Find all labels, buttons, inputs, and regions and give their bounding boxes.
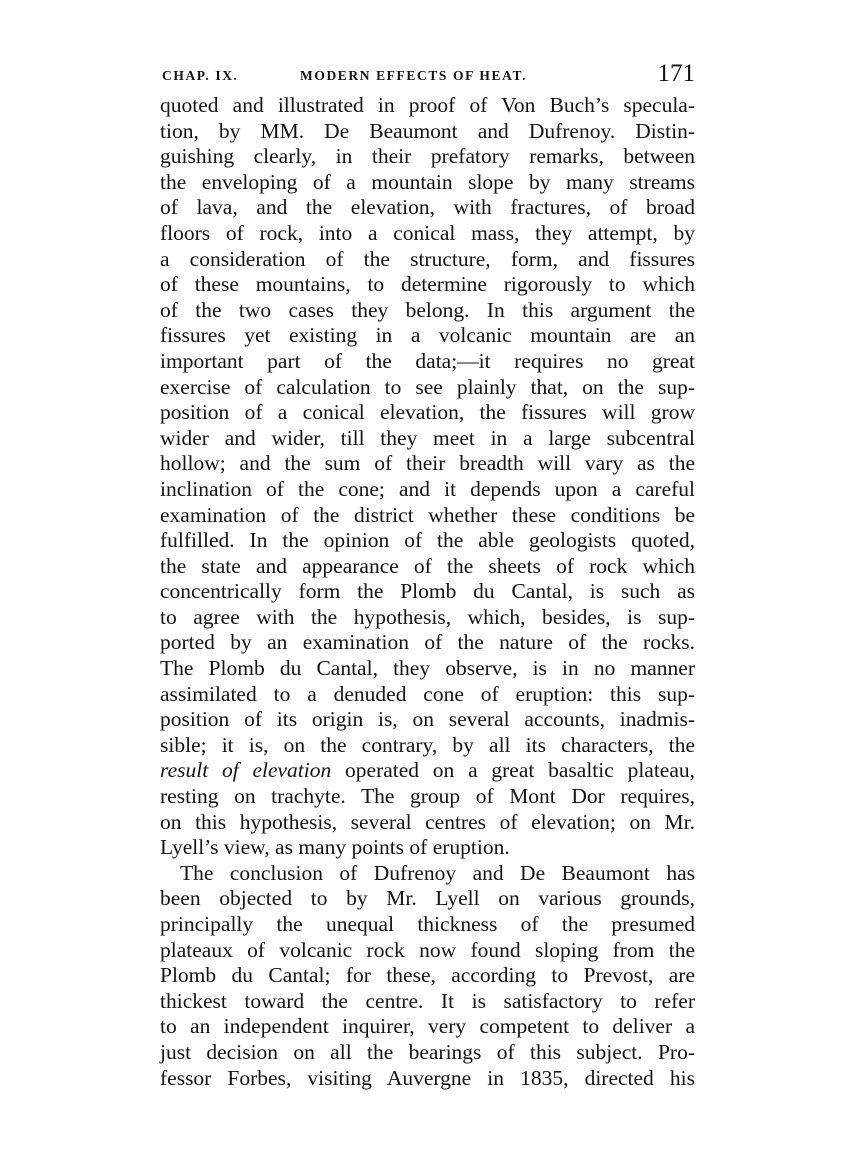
text-line: the enveloping of a mountain slope by many streams — [160, 169, 695, 194]
text-line: to an independent inquirer, very competent to deliver a — [160, 1014, 695, 1039]
text-line: to agree with the hypothesis, which, besides, is sup- — [160, 604, 695, 629]
running-head — [160, 60, 695, 90]
text-line: ported by an examination of the nature of the rocks. — [160, 630, 695, 655]
text-line: quoted and illustrated in proof of Von Buch’s specula- — [160, 93, 695, 117]
text-line: guishing clearly, in their prefatory remarks, between — [160, 144, 695, 169]
text-line: of the two cases they belong. In this argument the — [160, 297, 695, 322]
text-line: of these mountains, to determine rigorously to which — [160, 272, 695, 297]
page-number: 171 — [657, 60, 695, 87]
text-line: principally the unequal thickness of the presumed — [160, 912, 695, 936]
text-line: position of a conical elevation, the fissures will grow — [160, 400, 695, 425]
text-line: wider and wider, till they meet in a large subcentral — [160, 425, 695, 450]
text-line: floors of rock, into a conical mass, they attempt, by — [160, 220, 695, 245]
text-line: been objected to by Mr. Lyell on various grounds, — [160, 886, 695, 911]
text-line: fissures yet existing in a volcanic mountain are an — [160, 323, 695, 348]
text-line-remainder: operated on a great basaltic plateau, — [345, 758, 696, 783]
text-line: sible; it is, on the contrary, by all its characters, the — [160, 732, 695, 757]
text-line: resting on trachyte. The group of Mont Dor requires, — [160, 784, 695, 809]
text-line: exercise of calculation to see plainly that, on the sup- — [160, 374, 695, 399]
text-line: concentrically form the Plomb du Cantal, is such as — [160, 579, 695, 604]
text-line: inclination of the cone; and it depends upon a careful — [160, 476, 695, 501]
paragraph-start-line: The conclusion of Dufrenoy and De Beaumont has — [180, 860, 695, 885]
running-title: MODERN EFFECTS OF HEAT. — [300, 68, 528, 83]
text-line: a consideration of the structure, form, and fissures — [160, 246, 695, 271]
text-line: on this hypothesis, several centres of elevation; on Mr. — [160, 809, 695, 834]
text-line: fulfilled. In the opinion of the able geologists quoted, — [160, 528, 695, 553]
text-line: assimilated to a denuded cone of eruption: this sup- — [160, 681, 695, 706]
text-line: Plomb du Cantal; for these, according to Prevost, are — [160, 963, 695, 988]
text-line-with-italic — [160, 758, 695, 784]
paragraph-end-line: Lyell’s view, as many points of eruption. — [160, 835, 510, 860]
text-line: thickest toward the centre. It is satisfactory to refer — [160, 988, 695, 1013]
text-line: examination of the district whether these conditions be — [160, 502, 695, 527]
chapter-label: CHAP. IX. — [162, 68, 239, 83]
text-line: hollow; and the sum of their breadth will vary as the — [160, 451, 695, 476]
text-line: just decision on all the bearings of this subject. Pro- — [160, 1039, 695, 1064]
text-line: fessor Forbes, visiting Auvergne in 1835, directed his — [160, 1065, 695, 1090]
italic-phrase: result of elevation — [160, 758, 332, 783]
text-line: tion, by MM. De Beaumont and Dufrenoy. Distin- — [160, 118, 695, 143]
text-line: important part of the data;—it requires no great — [160, 348, 695, 373]
text-line: of lava, and the elevation, with fractures, of broad — [160, 195, 695, 220]
text-line: the state and appearance of the sheets of rock which — [160, 553, 695, 578]
text-line: position of its origin is, on several accounts, inadmis- — [160, 707, 695, 732]
text-line: The Plomb du Cantal, they observe, is in no manner — [160, 656, 695, 681]
body-text — [160, 93, 695, 1091]
text-line: plateaux of volcanic rock now found sloping from the — [160, 937, 695, 962]
